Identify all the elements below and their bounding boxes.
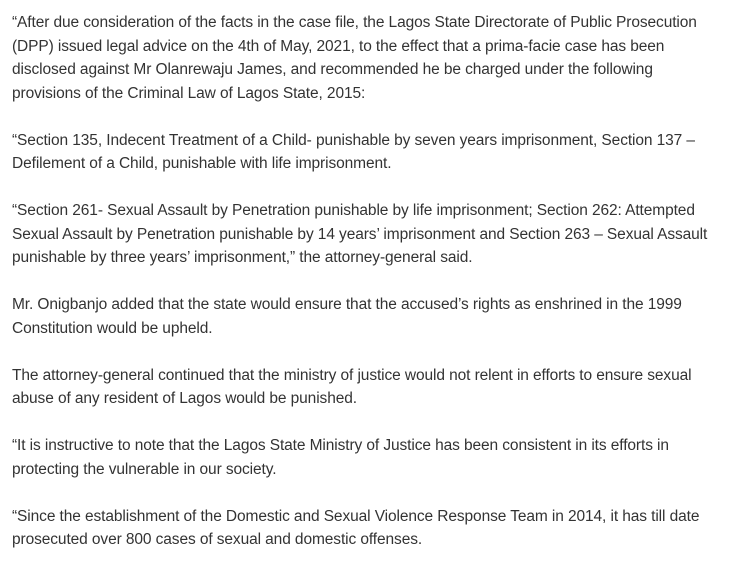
paragraph-sections-135-137: “Section 135, Indecent Treatment of a Child- punishable by seven years imprisonment, Section 137 – Defilement of a Child, punishable with life imprisonment. bbox=[12, 131, 695, 172]
paragraph-sections-261-263: “Section 261- Sexual Assault by Penetration punishable by life imprisonment; Section 262: Attempted Sexual Assault by Penetration punishable by 14 years’ imprisonment and Section 263 – Sexual Assault punishable by three years’ imprisonment,” the attorney-general said. bbox=[12, 202, 708, 266]
paragraph-dpp-legal-advice: “After due consideration of the facts in the case file, the Lagos State Directorate of Public Prosecution (DPP) issued legal advice on the 4th of May, 2021, to the effect that a prima-facie case has been disclosed against Mr Olanrewaju James, and recommended he be charged under the following provisions of the Criminal Law of Lagos State, 2015: bbox=[12, 14, 697, 102]
paragraph-protecting-vulnerable: “It is instructive to note that the Lagos State Ministry of Justice has been consistent in its efforts in protecting the vulnerable in our society. bbox=[12, 437, 669, 478]
paragraph-response-team: “Since the establishment of the Domestic and Sexual Violence Response Team in 2014, it has till date prosecuted over 800 cases of sexual and domestic offenses. bbox=[12, 507, 700, 548]
paragraph-accused-rights: Mr. Onigbanjo added that the state would ensure that the accused’s rights as enshrined in the 1999 Constitution would be upheld. bbox=[12, 296, 682, 337]
paragraph-ministry-efforts: The attorney-general continued that the ministry of justice would not relent in efforts to ensure sexual abuse of any resident of Lagos would be punished. bbox=[12, 366, 692, 407]
